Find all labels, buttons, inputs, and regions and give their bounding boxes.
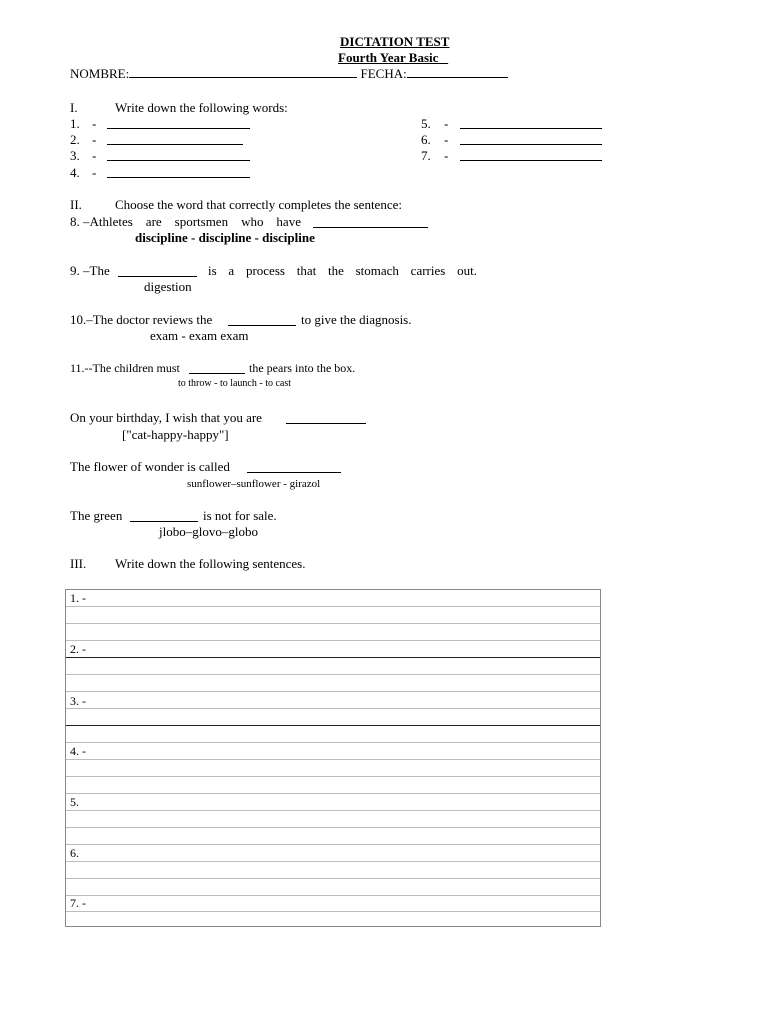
question-13-blank[interactable] — [247, 461, 341, 473]
date-blank[interactable] — [407, 66, 508, 78]
sentence-label: 7. - — [70, 896, 86, 910]
question-14-start: The green — [70, 508, 123, 523]
section-3-instruction: Write down the following sentences. — [115, 556, 306, 571]
word-blank-2[interactable] — [107, 133, 243, 145]
writing-line[interactable] — [66, 811, 600, 828]
question-14-end: is not for sale. — [203, 508, 277, 523]
question-10-start: 10.–The doctor reviews the — [70, 312, 213, 327]
name-date-line — [70, 66, 508, 82]
writing-line[interactable] — [66, 658, 600, 675]
writing-line[interactable] — [66, 743, 600, 760]
question-14-options: jlobo–glovo–globo — [159, 524, 258, 539]
sentence-label: 4. - — [70, 744, 86, 758]
question-8: 8. –Athletes are sportsmen who have — [70, 214, 301, 229]
page-title: DICTATION TEST — [340, 34, 450, 49]
word-blank-7[interactable] — [460, 149, 602, 161]
sentence-label: 2. - — [70, 642, 86, 656]
question-10-blank[interactable] — [228, 314, 296, 326]
writing-line[interactable] — [66, 828, 600, 845]
writing-line[interactable] — [66, 726, 600, 743]
question-10-options: exam - exam exam — [150, 328, 249, 343]
writing-line[interactable] — [66, 691, 600, 709]
writing-line[interactable] — [66, 879, 600, 896]
question-10-end: to give the diagnosis. — [301, 312, 412, 327]
question-9-text: is a process that the stomach carries out. — [208, 263, 477, 278]
writing-line[interactable] — [66, 844, 600, 862]
word-dash: - — [92, 116, 97, 131]
sentence-writing-grid — [65, 589, 601, 927]
word-blank-4[interactable] — [107, 166, 250, 178]
sentence-label: 6. — [70, 846, 79, 860]
word-blank-1[interactable] — [107, 117, 250, 129]
writing-line[interactable] — [66, 709, 600, 726]
writing-line[interactable] — [66, 607, 600, 624]
question-9-start: 9. –The — [70, 263, 110, 278]
question-12-text: On your birthday, I wish that you are — [70, 410, 262, 425]
writing-line[interactable] — [66, 590, 600, 607]
section-3-numeral: III. — [70, 556, 87, 571]
question-11-options: to throw - to launch - to cast — [178, 378, 292, 389]
word-item: 2. — [70, 132, 80, 147]
date-label: FECHA: — [360, 66, 407, 81]
writing-line[interactable] — [66, 912, 600, 926]
question-11-blank[interactable] — [189, 362, 245, 374]
question-12-blank[interactable] — [286, 412, 366, 424]
section-2-numeral: II. — [70, 197, 82, 212]
sentence-label: 1. - — [70, 591, 86, 605]
word-item: 5. — [421, 116, 431, 131]
writing-line[interactable] — [66, 793, 600, 811]
name-label: NOMBRE: — [70, 66, 130, 81]
word-item: 6. — [421, 132, 431, 147]
section-2-instruction: Choose the word that correctly completes the sentence: — [115, 197, 402, 212]
page-subtitle: Fourth Year Basic — [338, 50, 439, 65]
question-11-start: 11.--The children must — [70, 361, 180, 375]
sentence-label: 5. — [70, 795, 79, 809]
question-11-end: the pears into the box. — [249, 361, 356, 375]
section-1-numeral: I. — [70, 100, 78, 115]
section-1-instruction: Write down the following words: — [115, 100, 288, 115]
word-dash: - — [92, 132, 97, 147]
question-13-text: The flower of wonder is called — [70, 459, 230, 474]
word-item: 1. — [70, 116, 80, 131]
writing-line[interactable] — [66, 777, 600, 794]
word-dash: - — [444, 132, 449, 147]
word-blank-6[interactable] — [460, 133, 602, 145]
writing-line[interactable] — [66, 624, 600, 641]
word-dash: - — [444, 116, 449, 131]
word-dash: - — [92, 148, 97, 163]
writing-line[interactable] — [66, 760, 600, 777]
sentence-label: 3. - — [70, 694, 86, 708]
word-item: 3. — [70, 148, 80, 163]
word-item: 4. — [70, 165, 80, 180]
word-dash: - — [444, 148, 449, 163]
question-8-options: discipline - discipline - discipline — [135, 230, 315, 245]
question-9-options: digestion — [144, 279, 192, 294]
writing-line[interactable] — [66, 862, 600, 879]
word-dash: - — [92, 165, 97, 180]
word-blank-5[interactable] — [460, 117, 602, 129]
writing-line[interactable] — [66, 895, 600, 912]
writing-line[interactable] — [66, 641, 600, 658]
question-9-blank[interactable] — [118, 265, 197, 277]
question-14-blank[interactable] — [130, 510, 198, 522]
word-item: 7. — [421, 148, 431, 163]
writing-line[interactable] — [66, 675, 600, 692]
question-13-options: sunflower–sunflower - girazol — [187, 478, 321, 490]
word-blank-3[interactable] — [107, 149, 250, 161]
question-8-blank[interactable] — [313, 216, 428, 228]
question-12-options: ["cat-happy-happy"] — [122, 427, 229, 442]
name-blank[interactable] — [129, 66, 357, 78]
